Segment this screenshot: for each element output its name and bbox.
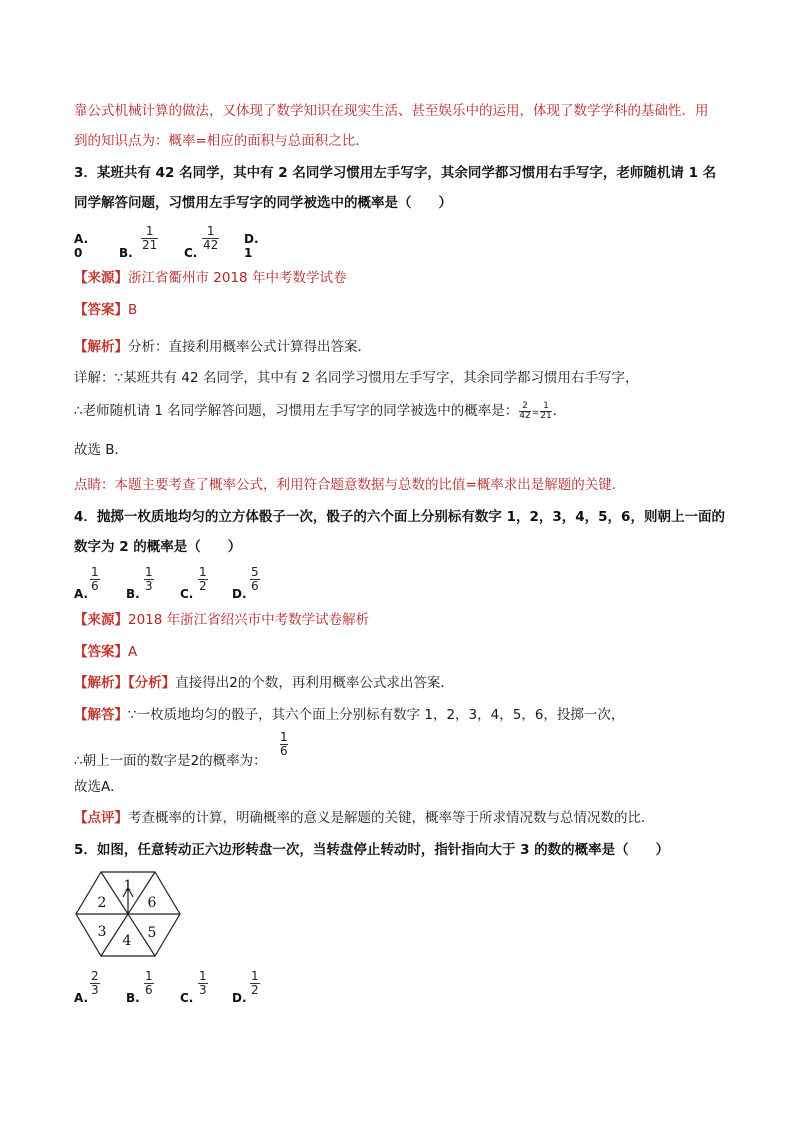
q3-detail-line-2 — [74, 401, 566, 423]
q4-title-line-1: 4．抛掷一枚质地均匀的立方体骰子一次，骰子的六个面上分别标有数字 1，2，3，4，5，6，则朝上一面的 — [74, 509, 725, 525]
q5-option-a-fraction — [90, 970, 100, 997]
fraction-denominator: 42 — [519, 410, 531, 421]
q3-option-b-label: B. — [119, 246, 133, 260]
fraction-numerator: 1 — [199, 969, 207, 983]
q3-option-c-label: C. — [184, 246, 198, 260]
spinner-number-2: 2 — [97, 895, 107, 911]
q4-title-line-2: 数字为 2 的概率是（ ） — [74, 539, 242, 555]
fraction-denominator: 21 — [540, 410, 552, 421]
q5-option-a — [74, 969, 114, 1005]
q4-analysis-text: 直接得出2的个数，再利用概率公式求出答案． — [175, 675, 454, 691]
q3-detail-line-1: 详解：∵某班共有 42 名同学，其中有 2 名同学习惯用左手写字，其余同学都习惯用右手写字， — [74, 370, 639, 386]
fraction-denominator: 2 — [199, 579, 207, 593]
q3-analysis-text: 分析：直接利用概率公式计算得出答案． — [128, 339, 371, 355]
q4-option-a-fraction — [90, 566, 100, 593]
analysis-subtag: 【分析】 — [128, 675, 176, 691]
q3-option-b-fraction — [141, 225, 158, 252]
q3-option-d-label: D. 1 — [244, 232, 259, 260]
q5-option-b-fraction — [144, 970, 154, 997]
q3-source-text: 浙江省衢州市 2018 年中考数学试卷 — [128, 270, 347, 286]
q4-result-text: ∴朝上一面的数字是2的概率为： — [74, 753, 267, 769]
spinner-number-4: 4 — [122, 933, 132, 949]
fraction-denominator: 42 — [203, 238, 219, 252]
q3-options — [74, 224, 374, 260]
fraction-denominator: 6 — [91, 579, 99, 593]
q3-comment: 点睛：本题主要考查了概率公式，利用符合题意数据与总数的比值=概率求出是解题的关键． — [74, 477, 626, 493]
q3-answer — [74, 300, 137, 320]
q5-option-c — [180, 969, 220, 1005]
spinner-number-6: 6 — [147, 895, 157, 911]
q5-option-d-fraction — [250, 970, 260, 997]
fraction-numerator: 2 — [91, 969, 99, 983]
fraction-numerator: 1 — [145, 969, 153, 983]
q3-option-c — [184, 224, 234, 260]
q3-source — [74, 268, 346, 288]
q3-choose: 故选 B． — [74, 442, 129, 458]
analysis-tag: 【解析】 — [74, 339, 128, 355]
analysis-tag: 【解析】 — [74, 675, 128, 691]
q5-option-b-label: B. — [126, 991, 140, 1005]
q5-option-d-label: D. — [232, 991, 247, 1005]
q4-option-c-label: C. — [180, 587, 194, 601]
fraction-numerator: 1 — [543, 400, 549, 411]
q4-answer — [74, 642, 137, 662]
answer-tag: 【答案】 — [74, 644, 128, 660]
equals-sign: = — [531, 408, 540, 418]
intro-line-1: 靠公式机械计算的做法，又体现了数学知识在现实生活、甚至娱乐中的运用，体现了数学学科的基础性．用 — [74, 103, 709, 119]
spinner-number-1: 1 — [123, 878, 133, 894]
fraction-denominator: 21 — [142, 238, 158, 252]
fraction-numerator: 2 — [522, 400, 528, 411]
q5-options — [74, 969, 374, 1005]
q4-solve — [74, 705, 624, 725]
q3-option-b — [119, 224, 169, 260]
q4-solve-text: ∵一枚质地均匀的骰子，其六个面上分别标有数字 1，2，3，4，5，6，投掷一次， — [128, 707, 625, 723]
q3-detail-line-2-text: ∴老师随机请 1 名同学解答问题，习惯用左手写字的同学被选中的概率是： — [74, 403, 519, 419]
q4-option-d — [232, 565, 272, 601]
comment-tag: 【点评】 — [74, 810, 128, 826]
q3-analysis — [74, 337, 371, 357]
fraction-numerator: 1 — [280, 730, 288, 744]
q5-option-c-label: C. — [180, 991, 194, 1005]
fraction-denominator: 6 — [280, 744, 288, 758]
answer-tag: 【答案】 — [74, 302, 128, 318]
fraction-numerator: 1 — [206, 224, 215, 238]
q4-source — [74, 610, 369, 630]
q4-option-a — [74, 565, 114, 601]
fraction-denominator: 3 — [91, 983, 99, 997]
q4-analysis — [74, 673, 454, 693]
solve-tag: 【解答】 — [74, 707, 128, 723]
fraction-denominator: 3 — [145, 579, 153, 593]
q3-title-line-1: 3．某班共有 42 名同学，其中有 2 名同学习惯用左手写字，其余同学都习惯用右手写字，老师随机请 1 名 — [74, 165, 717, 181]
q4-option-c — [180, 565, 220, 601]
fraction-denominator: 6 — [145, 983, 153, 997]
fraction-numerator: 1 — [145, 565, 153, 579]
q4-comment — [74, 808, 655, 828]
q4-option-d-fraction — [250, 566, 260, 593]
intro-line-2: 到的知识点为：概率=相应的面积与总面积之比． — [74, 133, 369, 149]
q4-option-b-label: B. — [126, 587, 140, 601]
q3-option-a-label: A. 0 — [74, 232, 89, 260]
period: ． — [552, 403, 567, 419]
fraction-numerator: 5 — [251, 565, 259, 579]
q4-answer-text: A — [128, 644, 138, 660]
q4-result-fraction — [280, 731, 288, 758]
source-tag: 【来源】 — [74, 612, 128, 628]
fraction-numerator: 1 — [91, 565, 99, 579]
fraction-numerator: 1 — [145, 224, 154, 238]
q3-title-line-2: 同学解答问题，习惯用左手写字的同学被选中的概率是（ ） — [74, 195, 452, 211]
fraction-numerator: 1 — [199, 565, 207, 579]
fraction-denominator: 2 — [251, 983, 259, 997]
q4-choose: 故选A． — [74, 779, 124, 795]
fraction-numerator: 1 — [251, 969, 259, 983]
q4-source-text: 2018 年浙江省绍兴市中考数学试卷解析 — [128, 612, 370, 628]
q4-options — [74, 565, 374, 601]
q4-option-a-label: A. — [74, 587, 89, 601]
q3-detail-fraction-1 — [519, 402, 530, 421]
q4-comment-text: 考查概率的计算，明确概率的意义是解题的关键，概率等于所求情况数与总情况数的比． — [128, 810, 655, 826]
q4-option-d-label: D. — [232, 587, 247, 601]
q5-title: 5．如图，任意转动正六边形转盘一次，当转盘停止转动时，指针指向大于 3 的数的概率是（ ） — [74, 842, 670, 858]
hexagon-spinner-diagram — [74, 868, 182, 960]
spinner-number-3: 3 — [97, 924, 107, 940]
q5-option-a-label: A. — [74, 991, 89, 1005]
q5-option-d — [232, 969, 272, 1005]
source-tag: 【来源】 — [74, 270, 128, 286]
q4-option-b-fraction — [144, 566, 154, 593]
spinner-number-5: 5 — [147, 925, 157, 941]
q5-option-c-fraction — [198, 970, 208, 997]
q5-option-b — [126, 969, 166, 1005]
q3-detail-fraction-2 — [540, 402, 551, 421]
q4-option-b — [126, 565, 166, 601]
fraction-denominator: 6 — [251, 579, 259, 593]
q3-option-c-fraction — [202, 225, 219, 252]
fraction-denominator: 3 — [199, 983, 207, 997]
q4-option-c-fraction — [198, 566, 208, 593]
q3-answer-text: B — [128, 302, 138, 318]
